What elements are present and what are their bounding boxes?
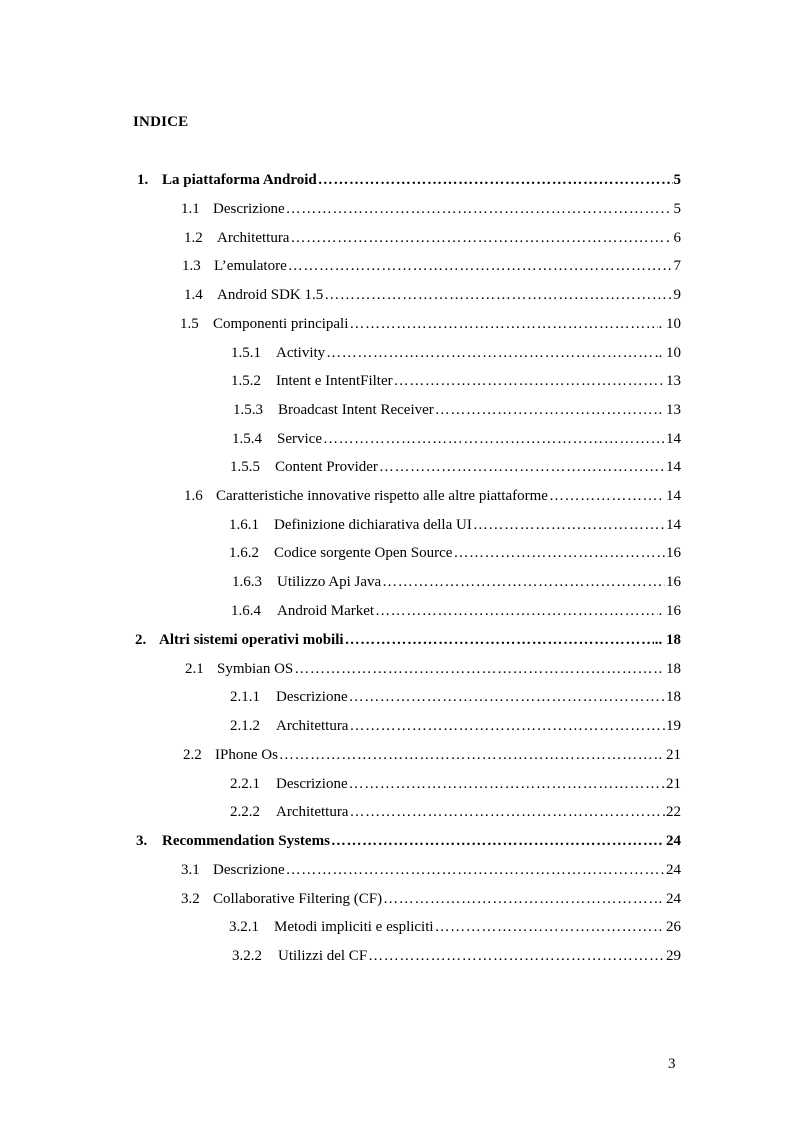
toc-entry-label: Metodi impliciti e espliciti — [274, 919, 434, 935]
toc-entry-page: 21 — [666, 776, 681, 792]
toc-entry-number: 1.6.4 — [231, 603, 261, 619]
toc-entry-number: 1.5.5 — [230, 459, 260, 475]
toc-entry-page: 5 — [673, 172, 681, 188]
toc-entry — [231, 343, 681, 363]
toc-entry — [136, 831, 681, 851]
toc-entry-page: 16 — [666, 574, 681, 590]
leader-dots — [383, 889, 657, 909]
toc-entry-label: Definizione dichiarativa della UI — [274, 517, 472, 533]
toc-entry — [231, 601, 681, 621]
toc-entry-label: La piattaforma Android — [162, 172, 317, 188]
toc-entry-label: Intent e IntentFilter — [276, 373, 393, 389]
page-number: 3 — [668, 1056, 676, 1072]
toc-entry-label: Architettura — [276, 804, 349, 820]
leader-dots — [326, 343, 654, 363]
toc-entry — [181, 889, 681, 909]
leader-dots — [288, 256, 673, 276]
toc-entry-number: 3.1 — [181, 862, 200, 878]
toc-entry-page: .. 18 — [654, 632, 681, 648]
leader-dots — [345, 630, 654, 650]
toc-entry-label: Activity — [276, 345, 326, 361]
toc-entry — [230, 457, 681, 477]
toc-entry — [232, 429, 681, 449]
toc-entry-number: 2.1.1 — [230, 689, 260, 705]
toc-entry — [231, 371, 681, 391]
toc-entry-page: . 5 — [666, 201, 681, 217]
toc-entry-number: 2.1.2 — [230, 718, 260, 734]
toc-entry-page: .. 10 — [654, 345, 681, 361]
toc-entry — [233, 400, 681, 420]
toc-entry — [229, 917, 681, 937]
toc-entry-number: 2.1 — [185, 661, 204, 677]
toc-entry-page: 7 — [673, 258, 681, 274]
toc-entry — [181, 860, 681, 880]
toc-entry — [229, 515, 681, 535]
toc-entry — [230, 687, 681, 707]
toc-entry-label: L’emulatore — [214, 258, 287, 274]
leader-dots — [286, 860, 665, 880]
toc-entry-label: Descrizione — [213, 201, 285, 217]
toc-entry-label: Codice sorgente Open Source — [274, 545, 453, 561]
leader-dots — [435, 917, 658, 937]
toc-entry — [229, 543, 681, 563]
toc-entry-label: Descrizione — [213, 862, 285, 878]
toc-entry — [184, 486, 681, 506]
leader-dots — [294, 659, 657, 679]
toc-entry-number: 3. — [136, 833, 148, 849]
toc-entry — [137, 170, 681, 190]
toc-entry — [135, 630, 681, 650]
leader-dots — [331, 831, 658, 851]
toc-entry-page: . 16 — [658, 603, 681, 619]
toc-entry — [232, 572, 681, 592]
toc-entry-number: 1.2 — [184, 230, 203, 246]
toc-entry-label: Caratteristiche innovative rispetto alle altre piattaforme — [216, 488, 548, 504]
leader-dots — [375, 601, 657, 621]
leader-dots — [286, 199, 665, 219]
toc-entry-page: 14 — [666, 517, 681, 533]
leader-dots — [453, 543, 665, 563]
toc-entry-number: 1.1 — [181, 201, 200, 217]
leader-dots — [349, 687, 665, 707]
toc-entry — [232, 946, 681, 966]
toc-entry-label: Descrizione — [276, 776, 348, 792]
toc-entry-label: Android Market — [277, 603, 375, 619]
leader-dots — [349, 774, 665, 794]
toc-entry — [183, 745, 681, 765]
toc-entry — [230, 802, 681, 822]
toc-entry-number: 1.6.2 — [229, 545, 259, 561]
toc-entry-number: 2.2.1 — [230, 776, 260, 792]
toc-entry-label: Altri sistemi operativi mobili — [159, 632, 344, 648]
toc-entry-label: Broadcast Intent Receiver — [278, 402, 434, 418]
toc-entry-label: Collaborative Filtering (CF) — [213, 891, 383, 907]
toc-entry-page: . 6 — [666, 230, 681, 246]
toc-entry-number: 1.6 — [184, 488, 203, 504]
leader-dots — [382, 572, 665, 592]
leader-dots — [349, 802, 665, 822]
toc-entry-number: 1.5 — [180, 316, 199, 332]
toc-entry-page: 14 — [666, 459, 681, 475]
toc-entry-number: 3.2.1 — [229, 919, 259, 935]
toc-entry-label: Componenti principali — [213, 316, 349, 332]
toc-entry-page: 29 — [666, 948, 681, 964]
toc-entry-label: IPhone Os — [215, 747, 278, 763]
toc-entry-page: . 14 — [658, 488, 681, 504]
toc-entry-number: 1.6.3 — [232, 574, 262, 590]
leader-dots — [324, 285, 672, 305]
toc-entry-page: 22 — [666, 804, 681, 820]
toc-entry-label: Service — [277, 431, 322, 447]
toc-entry-number: 3.2 — [181, 891, 200, 907]
leader-dots — [290, 228, 665, 248]
leader-dots — [394, 371, 665, 391]
toc-entry-label: Utilizzo Api Java — [277, 574, 382, 590]
toc-entry-number: 1.5.2 — [231, 373, 261, 389]
toc-entry-page: . 13 — [658, 402, 681, 418]
toc-entry — [180, 314, 681, 334]
toc-entry-label: Content Provider — [275, 459, 378, 475]
leader-dots — [379, 457, 665, 477]
toc-entry-page: 19 — [666, 718, 681, 734]
toc-entry-label: Symbian OS — [217, 661, 294, 677]
toc-entry-number: 1.5.1 — [231, 345, 261, 361]
toc-entry-number: 2. — [135, 632, 147, 648]
toc-entry-page: 14 — [666, 431, 681, 447]
toc-entry-number: 1.4 — [184, 287, 203, 303]
toc-entry-label: Descrizione — [276, 689, 348, 705]
toc-entry-number: 1.3 — [182, 258, 201, 274]
toc-entry-page: . 10 — [658, 316, 681, 332]
leader-dots — [549, 486, 658, 506]
toc-entry-number: 2.2 — [183, 747, 202, 763]
toc-entry-number: 1.5.4 — [232, 431, 262, 447]
toc-entry-page: 13 — [666, 373, 681, 389]
toc-entry-page: . 26 — [658, 919, 681, 935]
leader-dots — [279, 745, 658, 765]
toc-entry-number: 1.5.3 — [233, 402, 263, 418]
toc-entry — [230, 716, 681, 736]
leader-dots — [349, 314, 657, 334]
leader-dots — [435, 400, 658, 420]
toc-entry-page: 9 — [673, 287, 681, 303]
leader-dots — [323, 429, 665, 449]
toc-entry-page: 18 — [666, 689, 681, 705]
toc-entry-number: 3.2.2 — [232, 948, 262, 964]
toc-entry-label: Utilizzi del CF — [278, 948, 368, 964]
toc-entry-label: Recommendation Systems — [162, 833, 330, 849]
leader-dots — [318, 170, 673, 190]
toc-entry-label: Architettura — [217, 230, 290, 246]
toc-entry — [182, 256, 681, 276]
toc-entry-page: 24 — [666, 862, 681, 878]
toc-entry-number: 2.2.2 — [230, 804, 260, 820]
toc-entry-page: 16 — [666, 545, 681, 561]
toc-entry — [184, 285, 681, 305]
toc-entry-page: . 21 — [658, 747, 681, 763]
toc-entry-page: . 24 — [658, 833, 681, 849]
toc-entry-label: Android SDK 1.5 — [217, 287, 324, 303]
toc-entry — [185, 659, 681, 679]
toc-entry — [181, 199, 681, 219]
toc-entry-number: 1. — [137, 172, 149, 188]
leader-dots — [349, 716, 665, 736]
leader-dots — [473, 515, 665, 535]
leader-dots — [368, 946, 665, 966]
page-title: INDICE — [133, 114, 189, 130]
toc-entry-label: Architettura — [276, 718, 349, 734]
toc-entry — [230, 774, 681, 794]
toc-entry-number: 1.6.1 — [229, 517, 259, 533]
toc-entry-page: . 18 — [658, 661, 681, 677]
toc-entry — [184, 228, 681, 248]
toc-entry-page: . 24 — [658, 891, 681, 907]
